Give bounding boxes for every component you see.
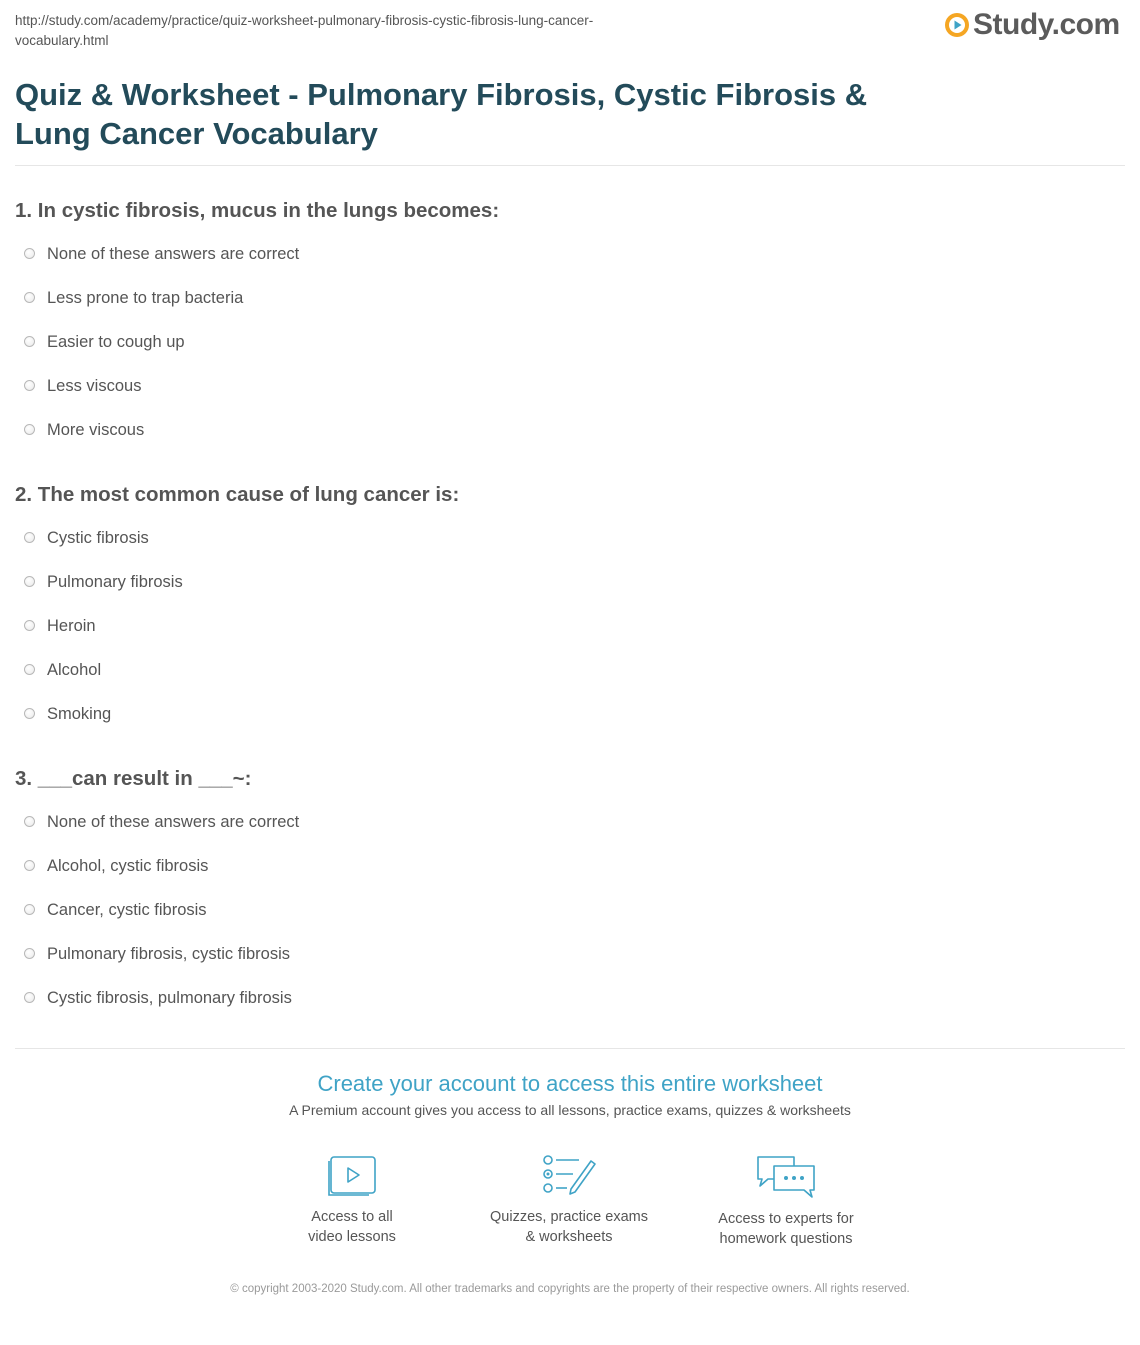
answer-option[interactable]: [15, 850, 1115, 894]
feature-line: homework questions: [719, 1231, 853, 1247]
answer-option[interactable]: [15, 654, 1115, 698]
option-label: Easier to cough up: [47, 333, 185, 351]
feature-line: & worksheets: [525, 1229, 613, 1245]
option-label: Pulmonary fibrosis, cystic fibrosis: [47, 945, 290, 963]
option-label: Alcohol: [47, 661, 102, 679]
option-label: Less prone to trap bacteria: [47, 289, 244, 307]
radio-button[interactable]: [24, 860, 35, 871]
video-lessons-icon: [327, 1153, 377, 1197]
feature-quizzes: [469, 1153, 669, 1247]
answer-options: [15, 238, 1115, 458]
feature-experts: [686, 1153, 886, 1249]
copyright-footer: © copyright 2003-2020 Study.com. All other trademarks and copyrights are the property of their respective owners. All rights reserved.: [230, 1283, 910, 1295]
answer-option[interactable]: [15, 414, 1115, 458]
answer-option[interactable]: [15, 806, 1115, 850]
quiz-checklist-icon: [541, 1153, 597, 1197]
play-logo-icon: [944, 12, 970, 38]
radio-button[interactable]: [24, 664, 35, 675]
radio-button[interactable]: [24, 620, 35, 631]
feature-line: Access to all: [311, 1209, 393, 1225]
radio-button[interactable]: [24, 424, 35, 435]
answer-option[interactable]: [15, 370, 1115, 414]
option-label: Less viscous: [47, 377, 142, 395]
feature-line: Access to experts for: [718, 1211, 854, 1227]
option-label: More viscous: [47, 421, 145, 439]
answer-option[interactable]: [15, 522, 1115, 566]
option-label: Alcohol, cystic fibrosis: [47, 857, 209, 875]
page-url: http://study.com/academy/practice/quiz-worksheet-pulmonary-fibrosis-cystic-fibrosis-lung-cancer-vocabulary.html: [15, 13, 594, 48]
answer-option[interactable]: [15, 238, 1115, 282]
radio-button[interactable]: [24, 532, 35, 543]
radio-button[interactable]: [24, 708, 35, 719]
radio-button[interactable]: [24, 380, 35, 391]
option-label: None of these answers are correct: [47, 245, 300, 263]
radio-button[interactable]: [24, 816, 35, 827]
answer-option[interactable]: [15, 566, 1115, 610]
feature-label: [252, 1207, 452, 1247]
answer-option[interactable]: [15, 610, 1115, 654]
question-text: 2. The most common cause of lung cancer is:: [15, 483, 460, 506]
radio-button[interactable]: [24, 292, 35, 303]
radio-button[interactable]: [24, 992, 35, 1003]
answer-options: [15, 806, 1115, 1026]
radio-button[interactable]: [24, 948, 35, 959]
cta-divider: [15, 1048, 1125, 1049]
option-label: Cancer, cystic fibrosis: [47, 901, 207, 919]
feature-label: [469, 1207, 669, 1247]
question-text: 1. In cystic fibrosis, mucus in the lungs becomes:: [15, 199, 500, 222]
answer-option[interactable]: [15, 698, 1115, 742]
cta-subtitle: A Premium account gives you access to all lessons, practice exams, quizzes & worksheets: [289, 1102, 851, 1118]
title-divider: [15, 165, 1125, 166]
option-label: Cystic fibrosis, pulmonary fibrosis: [47, 989, 292, 1007]
question-3: [15, 764, 1115, 1026]
option-label: Heroin: [47, 617, 96, 635]
answer-option[interactable]: [15, 282, 1115, 326]
feature-line: video lessons: [308, 1229, 396, 1245]
feature-line: Quizzes, practice exams: [490, 1209, 648, 1225]
radio-button[interactable]: [24, 248, 35, 259]
feature-label: [686, 1209, 886, 1249]
answer-options: [15, 522, 1115, 742]
question-2: [15, 480, 1115, 742]
chat-bubbles-icon: [754, 1153, 818, 1199]
answer-option[interactable]: [15, 982, 1115, 1026]
option-label: Smoking: [47, 705, 112, 723]
feature-video-lessons: [252, 1153, 452, 1247]
study-logo[interactable]: [944, 6, 1120, 44]
answer-option[interactable]: [15, 326, 1115, 370]
radio-button[interactable]: [24, 576, 35, 587]
answer-option[interactable]: [15, 938, 1115, 982]
option-label: None of these answers are correct: [47, 813, 300, 831]
logo-text: Study.com: [973, 8, 1120, 41]
question-1: [15, 196, 1115, 458]
radio-button[interactable]: [24, 904, 35, 915]
create-account-link[interactable]: Create your account to access this entire worksheet: [317, 1071, 823, 1096]
option-label: Pulmonary fibrosis: [47, 573, 183, 591]
question-text: 3. ___can result in ___~:: [15, 767, 252, 790]
radio-button[interactable]: [24, 336, 35, 347]
page-title: Quiz & Worksheet - Pulmonary Fibrosis, Cystic Fibrosis & Lung Cancer Vocabulary: [15, 77, 868, 151]
answer-option[interactable]: [15, 894, 1115, 938]
option-label: Cystic fibrosis: [47, 529, 149, 547]
